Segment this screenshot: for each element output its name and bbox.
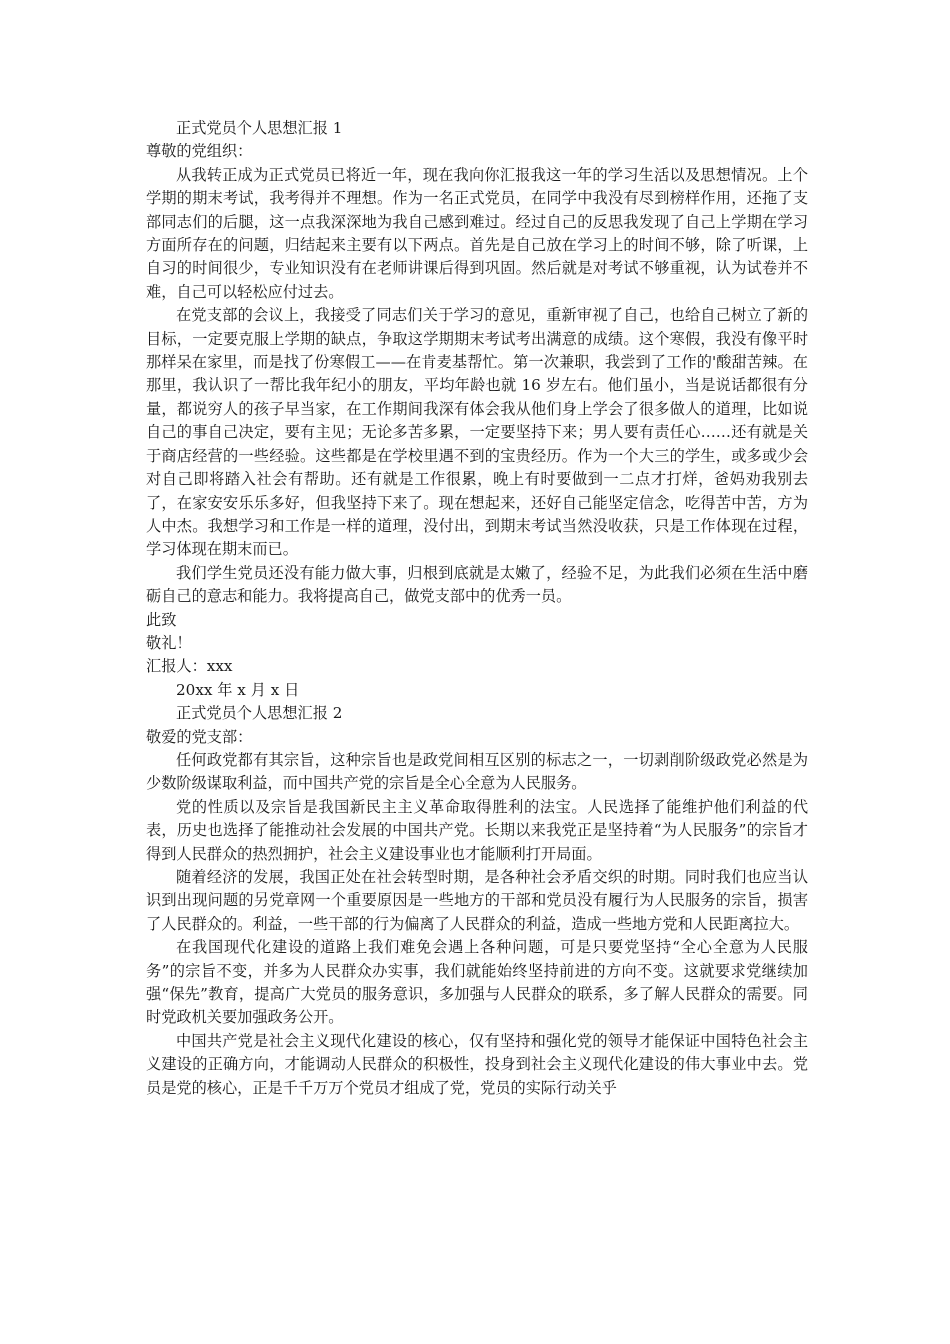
report-1-paragraph-3: 我们学生党员还没有能力做大事，归根到底就是太嫩了，经验不足，为此我们必须在生活中磨砺自己的意志和能力。我将提高自己，做党支部中的优秀一员。	[146, 563, 808, 606]
report-2-title: 正式党员个人思想汇报 2	[176, 704, 343, 723]
document-page	[146, 117, 808, 1100]
report-2-paragraph-3: 随着经济的发展，我国正处在社会转型时期，是各种社会矛盾交织的时期。同时我们也应当认识到出现问题的另党章网一个重要原因是一些地方的干部和党员没有履行为人民服务的宗旨，损害了人民群众的。利益，一些干部的行为偏离了人民群众的利益，造成一些地方党和人民距离拉大。	[146, 868, 808, 933]
report-1-salutation: 尊敬的党组织：	[146, 142, 253, 161]
report-1-date: 20xx 年 x 月 x 日	[176, 680, 300, 699]
report-1-closing-line-1: 此致	[146, 610, 177, 629]
report-1-paragraph-1: 从我转正成为正式党员已将近一年，现在我向你汇报我这一年的学习生活以及思想情况。上个学期的期末考试，我考得并不理想。作为一名正式党员，在同学中我没有尽到榜样作用，还拖了支部同志们的后腿，这一点我深深地为我自己感到难过。经过自己的反思我发现了自己上学期在学习方面所存在的问题，归结起来主要有以下两点。首先是自己放在学习上的时间不够，除了听课，上自习的时间很少，专业知识没有在老师讲课后得到巩固。然后就是对考试不够重视，认为试卷并不难，自己可以轻松应付过去。	[146, 165, 808, 301]
report-2-paragraph-5: 中国共产党是社会主义现代化建设的核心，仅有坚持和强化党的领导才能保证中国特色社会主义建设的正确方向，才能调动人民群众的积极性，投身到社会主义现代化建设的伟大事业中去。党员是党的核心，正是千千万万个党员才组成了党，党员的实际行动关乎	[146, 1031, 808, 1097]
report-1-closing-line-2: 敬礼！	[146, 633, 192, 652]
report-2-paragraph-4: 在我国现代化建设的道路上我们难免会遇上各种问题，可是只要党坚持“全心全意为人民服务”的宗旨不变，并多为人民群众办实事，我们就能始终坚持前进的方向不变。这就要求党继续加强“保先”教育，提高广大党员的服务意识，多加强与人民群众的联系，多了解人民群众的需要。同时党政机关要加强政务公开。	[146, 938, 808, 1027]
report-1-title: 正式党员个人思想汇报 1	[176, 119, 343, 137]
report-1-paragraph-2: 在党支部的会议上，我接受了同志们关于学习的意见，重新审视了自己，也给自己树立了新的目标，一定要克服上学期的缺点，争取这学期期末考试考出满意的成绩。这个寒假，我没有像平时那样呆在家里，而是找了份寒假工——在肯麦基帮忙。第一次兼职，我尝到了工作的'酸甜苦辣。在那里，我认识了一帮比我年纪小的朋友，平均年龄也就 16 岁左右。他们虽小，当是说话都很有分量，都说穷人的孩子早当家，在工作期间我深有体会我从他们身上学会了很多做人的道理，比如说自己的事自己决定，要有主见；无论多苦多累，一定要坚持下来；男人要有责任心……还有就是关于商店经营的一些经验。这些都是在学校里遇不到的宝贵经历。作为一个大三的学生，或多或少会对自己即将踏入社会有帮助。还有就是工作很累，晚上有时要做到一二点才打烊，爸妈劝我别去了，在家安安乐乐多好，但我坚持下来了。现在想起来，还好自己能坚定信念，吃得苦中苦，方为人中杰。我想学习和工作是一样的道理，没付出，到期末考试当然没收获，只是工作体现在过程，学习体现在期末而已。	[146, 306, 808, 559]
report-2-salutation: 敬爱的党支部：	[146, 727, 253, 746]
report-1-reporter: 汇报人：xxx	[146, 657, 233, 676]
report-2-paragraph-1: 任何政党都有其宗旨，这种宗旨也是政党间相互区别的标志之一，一切剥削阶级政党必然是为少数阶级谋取利益，而中国共产党的宗旨是全心全意为人民服务。	[146, 750, 808, 793]
report-2-paragraph-2: 党的性质以及宗旨是我国新民主主义革命取得胜利的法宝。人民选择了能维护他们利益的代表，历史也选择了能推动社会发展的中国共产党。长期以来我党正是坚持着“为人民服务”的宗旨才得到人民群众的热烈拥护，社会主义建设事业也才能顺利打开局面。	[146, 797, 808, 863]
